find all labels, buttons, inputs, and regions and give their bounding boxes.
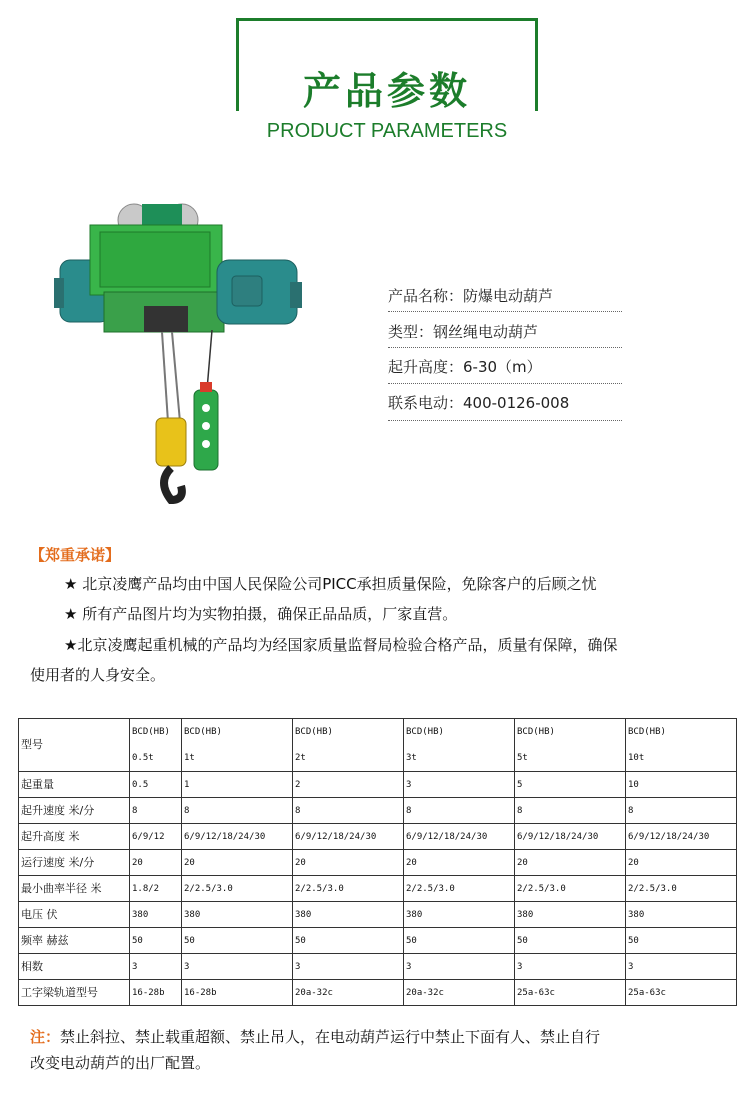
row-label: 频率 赫兹 <box>19 928 130 954</box>
table-cell: 3 <box>293 954 404 980</box>
row-label: 起重量 <box>19 772 130 798</box>
parameter-table <box>18 718 737 1006</box>
note-text: 改变电动葫芦的出厂配置。 <box>30 1054 211 1072</box>
table-cell: 1 <box>182 772 293 798</box>
model-cell: BCD(HB) 2t <box>293 719 404 772</box>
table-cell: 50 <box>293 928 404 954</box>
page-subtitle: PRODUCT PARAMETERS <box>266 120 508 142</box>
table-cell: 10 <box>626 772 737 798</box>
table-cell: 8 <box>626 798 737 824</box>
model-cell: BCD(HB) 3t <box>404 719 515 772</box>
spec-contact: 联系电动：400-0126-008 <box>388 394 570 412</box>
table-row <box>19 824 737 850</box>
table-cell: 3 <box>626 954 737 980</box>
divider <box>388 347 622 348</box>
table-cell: 25a-63c <box>515 980 626 1006</box>
note-label: 注： <box>30 1028 61 1046</box>
table-cell: 3 <box>404 772 515 798</box>
table-cell: 2 <box>293 772 404 798</box>
table-cell: 6/9/12/18/24/30 <box>182 824 293 850</box>
promise-item: ★ 北京凌鹰产品均由中国人民保险公司PICC承担质量保险，免除客户的后顾之忧 <box>64 575 597 593</box>
table-row <box>19 980 737 1006</box>
promise-item: ★ 所有产品图片均为实物拍摄，确保正品品质，厂家直营。 <box>64 605 458 623</box>
table-cell: 6/9/12/18/24/30 <box>626 824 737 850</box>
table-row <box>19 928 737 954</box>
row-label: 最小曲率半径 米 <box>19 876 130 902</box>
row-label: 电压 伏 <box>19 902 130 928</box>
table-cell: 2/2.5/3.0 <box>404 876 515 902</box>
table-cell: 50 <box>515 928 626 954</box>
table-cell: 50 <box>626 928 737 954</box>
note-text: 禁止斜拉、禁止载重超额、禁止吊人，在电动葫芦运行中禁止下面有人、禁止自行 <box>60 1028 601 1046</box>
spec-product-name: 产品名称：防爆电动葫芦 <box>388 287 554 305</box>
table-cell: 20a-32c <box>404 980 515 1006</box>
table-cell: 5 <box>515 772 626 798</box>
row-label: 运行速度 米/分 <box>19 850 130 876</box>
table-cell: 6/9/12/18/24/30 <box>293 824 404 850</box>
row-label: 起升速度 米/分 <box>19 798 130 824</box>
table-cell: 380 <box>515 902 626 928</box>
table-header-row <box>19 719 737 772</box>
header-label: 型号 <box>19 719 130 772</box>
table-row <box>19 876 737 902</box>
page-title: 产品参数 <box>302 69 471 113</box>
table-cell: 2/2.5/3.0 <box>626 876 737 902</box>
spec-type: 类型：钢丝绳电动葫芦 <box>388 323 539 341</box>
table-cell: 20a-32c <box>293 980 404 1006</box>
table-cell: 50 <box>130 928 182 954</box>
promise-item: ★北京凌鹰起重机械的产品均为经国家质量监督局检验合格产品，质量有保障，确保 <box>64 636 618 654</box>
table-row <box>19 850 737 876</box>
table-cell: 8 <box>130 798 182 824</box>
table-cell: 20 <box>182 850 293 876</box>
table-cell: 6/9/12/18/24/30 <box>515 824 626 850</box>
table-cell: 20 <box>130 850 182 876</box>
table-cell: 6/9/12 <box>130 824 182 850</box>
safety-note <box>30 1024 730 1076</box>
table-cell: 16-28b <box>130 980 182 1006</box>
table-cell: 3 <box>130 954 182 980</box>
table-cell: 16-28b <box>182 980 293 1006</box>
product-photo <box>52 190 312 530</box>
table-cell: 3 <box>404 954 515 980</box>
table-cell: 6/9/12/18/24/30 <box>404 824 515 850</box>
table-cell: 20 <box>626 850 737 876</box>
table-cell: 2/2.5/3.0 <box>515 876 626 902</box>
table-cell: 8 <box>182 798 293 824</box>
table-row <box>19 902 737 928</box>
table-cell: 380 <box>626 902 737 928</box>
table-cell: 8 <box>293 798 404 824</box>
model-cell: BCD(HB) 1t <box>182 719 293 772</box>
table-cell: 380 <box>130 902 182 928</box>
row-label: 相数 <box>19 954 130 980</box>
table-cell: 20 <box>404 850 515 876</box>
divider <box>388 383 622 384</box>
table-row <box>19 772 737 798</box>
table-cell: 20 <box>515 850 626 876</box>
model-cell: BCD(HB) 10t <box>626 719 737 772</box>
table-cell: 25a-63c <box>626 980 737 1006</box>
table-cell: 20 <box>293 850 404 876</box>
divider <box>388 420 622 421</box>
promise-title: 【郑重承诺】 <box>30 546 121 564</box>
table-cell: 8 <box>515 798 626 824</box>
table-cell: 2/2.5/3.0 <box>182 876 293 902</box>
model-cell: BCD(HB) 5t <box>515 719 626 772</box>
table-row <box>19 954 737 980</box>
table-cell: 380 <box>404 902 515 928</box>
table-cell: 0.5 <box>130 772 182 798</box>
table-cell: 380 <box>182 902 293 928</box>
table-cell: 50 <box>182 928 293 954</box>
table-cell: 1.8/2 <box>130 876 182 902</box>
table-cell: 50 <box>404 928 515 954</box>
table-cell: 2/2.5/3.0 <box>293 876 404 902</box>
row-label: 起升高度 米 <box>19 824 130 850</box>
table-cell: 3 <box>182 954 293 980</box>
spec-lift-height: 起升高度：6-30（m） <box>388 358 542 376</box>
row-label: 工字梁轨道型号 <box>19 980 130 1006</box>
table-row <box>19 798 737 824</box>
table-cell: 380 <box>293 902 404 928</box>
divider <box>388 311 622 312</box>
model-cell: BCD(HB) 0.5t <box>130 719 182 772</box>
table-cell: 3 <box>515 954 626 980</box>
table-cell: 8 <box>404 798 515 824</box>
promise-item: 使用者的人身安全。 <box>30 666 166 684</box>
